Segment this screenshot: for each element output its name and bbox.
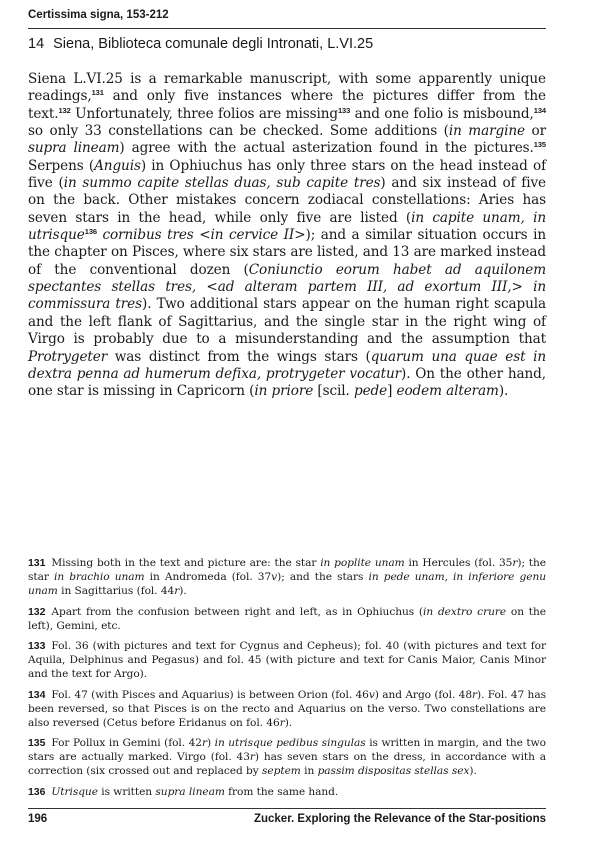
folio-side: r: [174, 585, 180, 597]
footnote-text: Fol. 36 (with pictures and text for Cygnus and Cepheus); fol. 40 (with pictures and text for Aquila, Delphinus and Pegasus) and fol. 45 (with picture and text for Canis Maior, Canis Minor and the text for Argo).: [28, 640, 546, 680]
latin-phrase: in capite unam, in utrisque: [28, 209, 546, 244]
folio-side: r: [201, 737, 207, 749]
body-text-run: ]: [387, 383, 397, 400]
body-text-run: or: [524, 123, 546, 140]
folio-side: r: [279, 716, 285, 729]
latin-phrase: quarum una quae est in dextra penna ad humerum defixa, protrygeter vocatur: [28, 348, 546, 382]
footnote-text: ): [206, 737, 215, 749]
footnote-ref-133[interactable]: 133: [337, 105, 351, 115]
footnote-text: ). Fol. 47 has been reversed, so that Pisces is on the recto and Aquarius on the verso. Two constellations are also reversed (Cetus before Eridanus on fol. 46: [28, 688, 546, 729]
footnote-number: 131: [28, 557, 46, 569]
latin-phrase: supra lineam: [155, 785, 225, 798]
latin-phrase: septem: [262, 765, 301, 777]
header-rule: [28, 28, 546, 29]
footnote-text: For Pollux in Gemini (fol. 42: [51, 737, 202, 749]
latin-phrase: in pede unam, in inferiore genu unam: [28, 571, 547, 597]
footnotes: [28, 556, 546, 805]
latin-phrase: in priore: [254, 383, 314, 400]
footnote-ref-136[interactable]: 136: [84, 227, 97, 237]
footnote-text: ).: [284, 716, 293, 729]
body-text-run: ); and a similar situation occurs in the chapter on Pisces, where six stars are listed, and 13 are marked instead of the conventional dozen (: [28, 227, 546, 278]
body-text-run: ) in Ophiuchus has only three stars on the head instead of five (: [28, 157, 546, 192]
body-paragraph: [28, 71, 546, 401]
running-head: Certissima signa, 153-212: [28, 9, 169, 21]
body-text-run: was distinct from the wings stars (: [107, 348, 371, 365]
latin-phrase: in utrisque pedibus singulas: [214, 737, 366, 749]
folio-side: r: [249, 751, 255, 763]
footnote-text: ).: [469, 765, 477, 777]
latin-phrase: in poplite unam: [320, 557, 405, 569]
body-text-run: and only five instances where the pictures differ from the text.: [28, 88, 546, 122]
section-number: 14: [28, 36, 45, 52]
footnote-132: [28, 605, 546, 633]
footnote-ref-135[interactable]: 135: [533, 140, 546, 150]
latin-phrase: Utrisque: [51, 785, 98, 798]
latin-phrase: supra lineam: [28, 140, 120, 157]
body-text-run: so only 33 constellations can be checked. Some additions (: [28, 123, 449, 140]
latin-phrase: pede: [353, 383, 388, 400]
section-heading: [28, 36, 546, 52]
folio-side: r: [512, 557, 518, 569]
footnote-ref-131[interactable]: 131: [91, 88, 104, 98]
footnote-text: on the left), Gemini, etc.: [28, 605, 547, 632]
footnote-text: Missing both in the text and picture are: the star: [51, 557, 321, 569]
footnote-135: [28, 736, 546, 778]
page-number: 196: [28, 813, 48, 825]
body-text-run: and one folio is misbound,: [350, 105, 534, 122]
footnote-text: ).: [179, 585, 187, 597]
footnote-text: Apart from the confusion between right and left, as in Ophiuchus (: [51, 605, 424, 618]
folio-side: v: [368, 688, 375, 701]
footnote-number: 132: [28, 605, 46, 618]
footnote-text: is written in margin, and the two stars are actually marked. Virgo (fol. 43: [28, 737, 546, 763]
footer-rule: [28, 808, 546, 809]
footnote-number: 134: [28, 688, 46, 701]
body-text-run: [scil.: [313, 383, 354, 400]
latin-phrase: eodem alteram: [396, 383, 499, 400]
latin-phrase: Protrygeter: [28, 348, 108, 365]
latin-phrase: Coniunctio eorum habet ad aquilonem spectantes stellas tres, <ad alteram partem III, ad exortum III,> in commissura tres: [28, 261, 547, 313]
footnote-text: in Andromeda (fol. 37: [144, 571, 272, 583]
folio-side: r: [472, 688, 478, 701]
folio-side: v: [271, 571, 278, 583]
latin-phrase: cornibus tres <in cervice II>: [96, 227, 306, 244]
footnote-text: ); the star: [28, 557, 546, 583]
body-text-run: Unfortunately, three folios are missing: [70, 105, 338, 122]
latin-phrase: in dextro crure: [423, 605, 507, 618]
body-text-run: ). Two additional stars appear on the human right scapula and the left flank of Sagittarius, and the single star in the right wing of Virgo is probably due to a misunderstanding and the assumption that: [28, 296, 546, 348]
footnote-text: in Hercules (fol. 35: [404, 557, 513, 569]
footnote-text: in Sagittarius (fol. 44: [57, 585, 175, 597]
footnote-text: in: [300, 765, 318, 777]
footnote-ref-132[interactable]: 132: [58, 105, 71, 115]
latin-phrase: Anguis: [94, 157, 141, 174]
body-text-run: Serpens (: [28, 157, 95, 174]
footnote-133: [28, 639, 546, 681]
footnote-number: 136: [28, 785, 46, 798]
latin-phrase: in brachio unam: [54, 571, 145, 583]
body-text-run: ) and six instead of five on the back. Other mistakes concern zodiacal constellations: Aries has seven stars in the head, while only five are listed (: [28, 175, 546, 226]
body-text-run: ). On the other hand, one star is missing in Capricorn (: [28, 365, 546, 400]
body-text-run: Siena L.VI.25 is a remarkable manuscript, with some apparently unique readings,: [28, 71, 546, 105]
latin-phrase: in summo capite stellas duas, sub capite tres: [63, 175, 381, 192]
footnote-136: [28, 785, 546, 799]
footnote-text: ) and Argo (fol. 48: [374, 688, 473, 701]
footnote-text: Fol. 47 (with Pisces and Aquarius) is between Orion (fol. 46: [51, 688, 369, 701]
footnote-text: ) has seven stars on the dress, in accordance with a correction (six crossed out and replaced by: [28, 751, 546, 777]
section-title: Siena, Biblioteca comunale degli Intronati, L.VI.25: [53, 36, 374, 52]
book-title: Zucker. Exploring the Relevance of the Star-positions: [253, 813, 546, 825]
footnote-134: [28, 688, 546, 730]
body-text-run: ).: [498, 383, 509, 400]
footnote-text: ); and the stars: [277, 571, 369, 583]
latin-phrase: passim dispositas stellas sex: [317, 765, 470, 777]
body-text-run: ) agree with the actual asterization found in the pictures.: [119, 140, 534, 157]
footnote-number: 135: [28, 737, 46, 749]
footnote-text: is written: [97, 785, 156, 798]
footnote-131: [28, 556, 546, 598]
footnote-number: 133: [28, 640, 46, 652]
footnote-text: from the same hand.: [224, 785, 339, 798]
footnote-ref-134[interactable]: 134: [533, 105, 546, 115]
latin-phrase: in margine: [448, 123, 525, 140]
